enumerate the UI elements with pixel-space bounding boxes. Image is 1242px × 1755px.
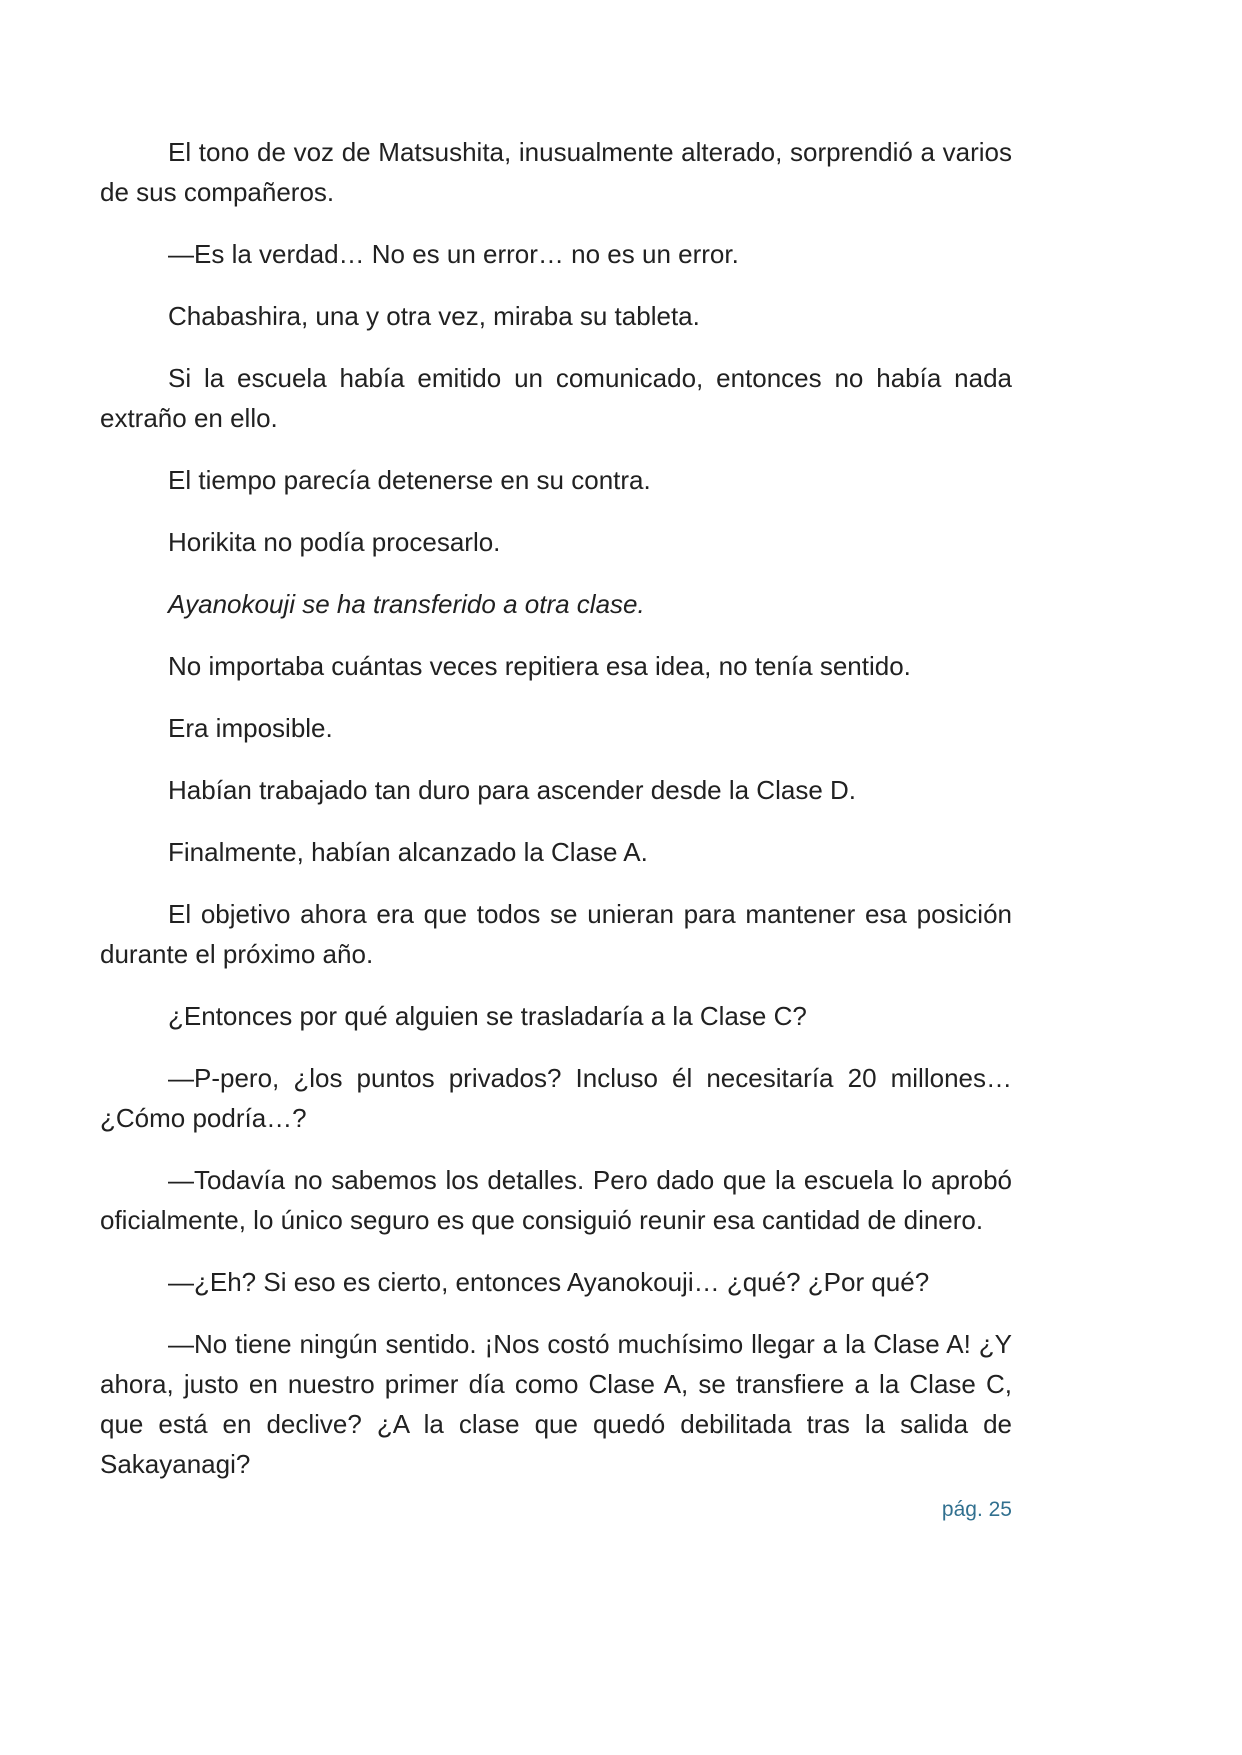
paragraph: Era imposible. — [168, 713, 333, 743]
paragraph-dialogue: —Todavía no sabemos los detalles. Pero dado que la escuela lo aprobó oficialmente, lo único seguro es que consiguió reunir esa cantidad de dinero. — [100, 1165, 1012, 1235]
paragraph-dialogue: —P-pero, ¿los puntos privados? Incluso él necesitaría 20 millones… ¿Cómo podría…? — [100, 1063, 1012, 1133]
paragraph: No importaba cuántas veces repitiera esa idea, no tenía sentido. — [168, 651, 911, 681]
paragraph-thought-italic: Ayanokouji se ha transferido a otra clase. — [168, 589, 645, 619]
paragraph: Chabashira, una y otra vez, miraba su tableta. — [168, 301, 700, 331]
paragraph: El tiempo parecía detenerse en su contra. — [168, 465, 651, 495]
paragraph-dialogue: —Es la verdad… No es un error… no es un error. — [168, 239, 739, 269]
paragraph: Horikita no podía procesarlo. — [168, 527, 501, 557]
page-content — [100, 132, 1012, 1506]
paragraph: El objetivo ahora era que todos se unieran para mantener esa posición durante el próximo año. — [100, 899, 1012, 969]
paragraph: Habían trabajado tan duro para ascender desde la Clase D. — [168, 775, 856, 805]
page-number: pág. 25 — [941, 1498, 1012, 1521]
paragraph: El tono de voz de Matsushita, inusualmente alterado, sorprendió a varios de sus compañeros. — [100, 137, 1012, 207]
page-footer — [942, 1498, 1012, 1522]
paragraph: ¿Entonces por qué alguien se trasladaría a la Clase C? — [168, 1001, 807, 1031]
paragraph-dialogue: —¿Eh? Si eso es cierto, entonces Ayanokouji… ¿qué? ¿Por qué? — [168, 1267, 930, 1297]
paragraph: Finalmente, habían alcanzado la Clase A. — [168, 837, 648, 867]
paragraph: Si la escuela había emitido un comunicado, entonces no había nada extraño en ello. — [100, 363, 1012, 433]
paragraph-dialogue: —No tiene ningún sentido. ¡Nos costó muchísimo llegar a la Clase A! ¿Y ahora, justo en nuestro primer día como Clase A, se transfiere a la Clase C, que está en declive? ¿A la clase que quedó debilitada tras la salida de Sakayanagi? — [100, 1329, 1012, 1479]
